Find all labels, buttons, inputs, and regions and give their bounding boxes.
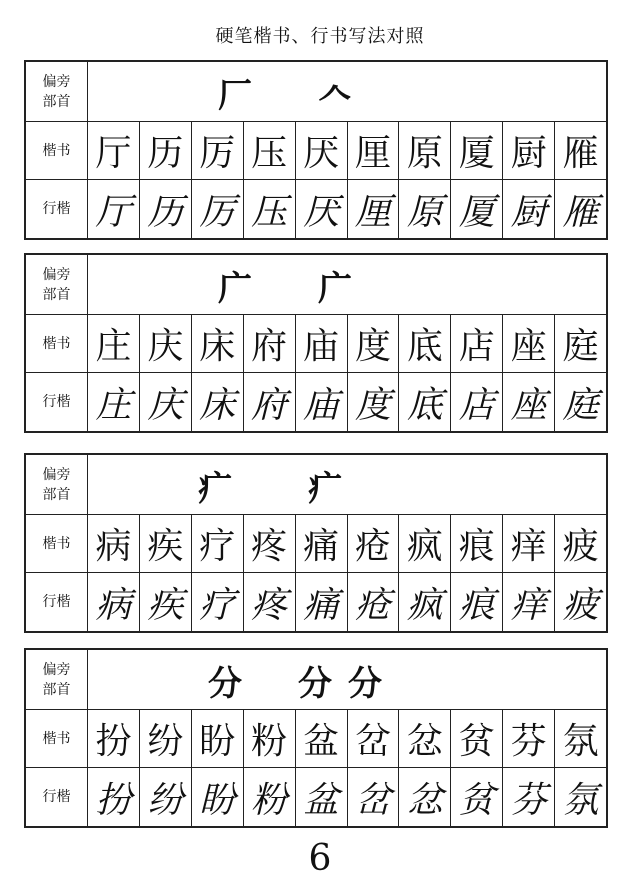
radical-section-3 [24,453,608,633]
kaishu-char: 氛 [562,721,599,762]
kaishu-char: 疮 [348,515,400,572]
radical-forms [88,650,606,709]
radical-label-line1: 偏旁 [42,73,71,90]
xingkai-label: 行楷 [26,768,88,826]
kaishu-char: 厌 [296,122,348,179]
kaishu-char: 疯 [399,515,451,572]
xingkai-char: 座 [503,373,555,431]
xingkai-char: 庙 [296,373,348,431]
kaishu-char: 厉 [192,122,244,179]
radical-label-line1: 偏旁 [42,466,71,483]
radical-kaishu: 广 [218,269,252,309]
radical-forms [88,255,606,314]
xingkai-char: 厌 [296,180,348,238]
kaishu-char: 庆 [140,315,192,372]
kaishu-char: 度 [348,315,400,372]
xingkai-char: 忿 [399,768,451,826]
xingkai-char: 底 [399,373,451,431]
kaishu-char: 疼 [244,515,296,572]
radical-xingkai: 𠆢 [318,76,352,116]
xingkai-char: 病 [88,573,140,631]
radical-xingkai: 分 [298,664,332,704]
xingkai-label: 行楷 [26,373,88,431]
xingkai-char: 雁 [562,191,599,233]
kaishu-char: 盼 [192,710,244,767]
radical-label [26,455,88,514]
page-title: 硬笔楷书、行书写法对照 [215,26,425,47]
xingkai-char: 庄 [88,373,140,431]
xingkai-row [26,573,606,631]
xingkai-char: 疗 [192,573,244,631]
kaishu-char: 厨 [503,122,555,179]
kaishu-char: 贫 [451,710,503,767]
kaishu-char: 扮 [88,710,140,767]
kaishu-char: 芬 [503,710,555,767]
radical-kaishu: 分 [208,664,242,704]
page-number: 6 [308,838,332,879]
radical-label [26,255,88,314]
xingkai-char: 盼 [192,768,244,826]
radical-xingkai-alt: 分 [348,664,382,704]
kaishu-char: 盆 [296,710,348,767]
radical-section-2 [24,253,608,433]
kaishu-label: 楷书 [26,122,88,179]
kaishu-char: 庙 [296,315,348,372]
xingkai-char: 扮 [88,768,140,826]
radical-row [26,62,606,122]
xingkai-char: 疼 [244,573,296,631]
xingkai-row [26,768,606,826]
kaishu-label: 楷书 [26,710,88,767]
kaishu-char: 忿 [399,710,451,767]
radical-label [26,650,88,709]
xingkai-char: 历 [140,180,192,238]
kaishu-char: 原 [399,122,451,179]
kaishu-char: 粉 [244,710,296,767]
radical-row [26,650,606,710]
kaishu-char: 厦 [451,122,503,179]
radical-label-line1: 偏旁 [42,266,71,283]
radical-forms [88,455,606,514]
xingkai-char: 店 [451,373,503,431]
xingkai-char: 厨 [503,180,555,238]
xingkai-char: 厘 [348,180,400,238]
kaishu-char: 厅 [88,122,140,179]
kaishu-char: 病 [88,515,140,572]
xingkai-char: 厉 [192,180,244,238]
kaishu-char: 痕 [451,515,503,572]
kaishu-char: 岔 [348,710,400,767]
kaishu-char: 纷 [140,710,192,767]
radical-xingkai: 疒 [308,469,342,509]
kaishu-char: 痛 [296,515,348,572]
xingkai-char: 庭 [562,384,599,426]
kaishu-row [26,122,606,180]
xingkai-char: 纷 [140,768,192,826]
kaishu-char: 痒 [503,515,555,572]
radical-section-1 [24,60,608,240]
kaishu-row [26,710,606,768]
xingkai-char: 压 [244,180,296,238]
radical-section-4 [24,648,608,828]
xingkai-char: 府 [244,373,296,431]
kaishu-char: 疗 [192,515,244,572]
xingkai-char: 痛 [296,573,348,631]
kaishu-row [26,515,606,573]
radical-label [26,62,88,121]
xingkai-char: 贫 [451,768,503,826]
xingkai-label: 行楷 [26,573,88,631]
kaishu-char: 庭 [562,326,599,367]
xingkai-char: 盆 [296,768,348,826]
kaishu-row [26,315,606,373]
xingkai-char: 粉 [244,768,296,826]
radical-label-line2: 部首 [42,286,71,303]
radical-label-line1: 偏旁 [42,661,71,678]
kaishu-char: 疾 [140,515,192,572]
xingkai-char: 庆 [140,373,192,431]
kaishu-char: 历 [140,122,192,179]
xingkai-row [26,180,606,238]
xingkai-char: 疯 [399,573,451,631]
radical-kaishu: 疒 [198,469,232,509]
kaishu-char: 座 [503,315,555,372]
xingkai-char: 度 [348,373,400,431]
xingkai-char: 厦 [451,180,503,238]
xingkai-char: 床 [192,373,244,431]
xingkai-char: 原 [399,180,451,238]
radical-label-line2: 部首 [42,681,71,698]
kaishu-char: 底 [399,315,451,372]
kaishu-char: 疲 [562,526,599,567]
xingkai-char: 岔 [348,768,400,826]
radical-row [26,255,606,315]
radical-forms [88,62,606,121]
kaishu-char: 庄 [88,315,140,372]
kaishu-char: 店 [451,315,503,372]
xingkai-char: 痒 [503,573,555,631]
kaishu-label: 楷书 [26,315,88,372]
kaishu-char: 府 [244,315,296,372]
radical-xingkai: 广 [318,269,352,309]
radical-label-line2: 部首 [42,93,71,110]
radical-kaishu: 厂 [218,76,252,116]
xingkai-char: 芬 [503,768,555,826]
xingkai-char: 厅 [88,180,140,238]
xingkai-char: 痕 [451,573,503,631]
xingkai-label: 行楷 [26,180,88,238]
radical-row [26,455,606,515]
kaishu-char: 雁 [562,133,599,174]
kaishu-char: 厘 [348,122,400,179]
kaishu-char: 压 [244,122,296,179]
xingkai-char: 疮 [348,573,400,631]
xingkai-char: 疾 [140,573,192,631]
kaishu-label: 楷书 [26,515,88,572]
xingkai-char: 疲 [562,584,599,626]
xingkai-row [26,373,606,431]
radical-label-line2: 部首 [42,486,71,503]
xingkai-char: 氛 [562,779,599,821]
kaishu-char: 床 [192,315,244,372]
